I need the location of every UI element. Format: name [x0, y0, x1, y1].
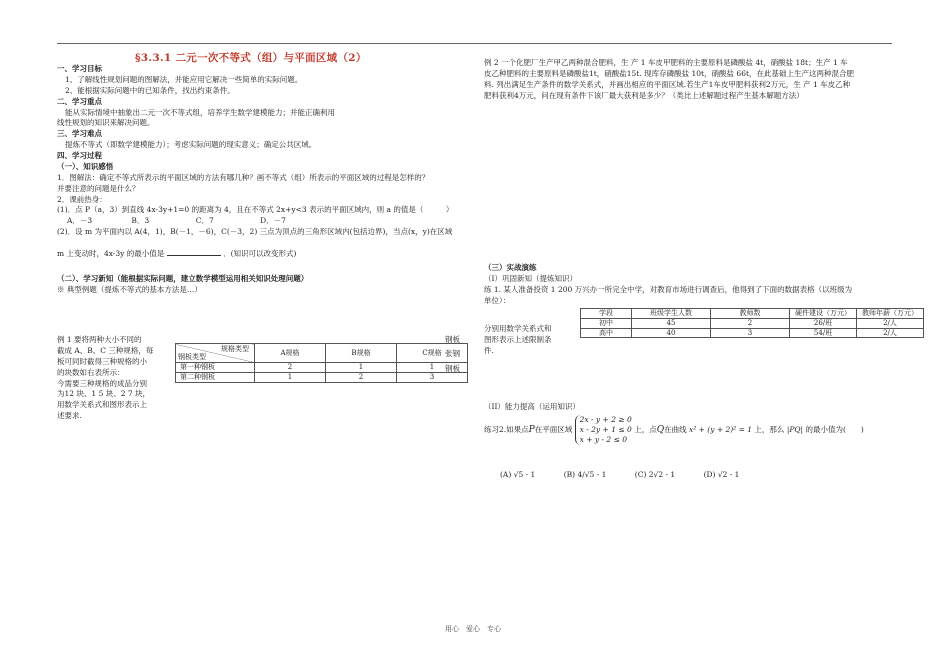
question-2-2-note: ．(知识可以改变形式): [223, 249, 297, 258]
practice-exercise-1-cont: 单位）：: [484, 295, 511, 305]
example-1-line: 的块数如右表所示：: [57, 367, 125, 377]
table-header: A规格: [255, 344, 326, 363]
table-header-row: [581, 309, 924, 319]
table-cell: 2: [255, 363, 326, 373]
table-cell: 54/班: [790, 328, 857, 338]
corner-top-label: 规格类型: [221, 345, 249, 353]
keypoints-text-cont: 线性规划的知识来解决问题。: [57, 118, 155, 128]
option-a: A．－3: [67, 216, 93, 226]
question-1: 1．图解法：确定不等式所表示的平面区域的方法有哪几种？画不等式（组）所表示的平面区域的过程是怎样的？: [57, 172, 430, 182]
exercise-2-text: 上，点: [634, 425, 657, 435]
table-cell: 2/人: [857, 318, 924, 328]
question-2: 2．课前热身：: [57, 194, 107, 204]
example-1-line: 为12 块、1 5 块、2 7 块，: [57, 389, 151, 399]
table-cell: 1: [326, 363, 397, 373]
question-1-cont: 并要注意的问题是什么？: [57, 183, 140, 193]
distance-pq: |PQ|: [786, 425, 804, 435]
inequality: x + y - 2 ≤ 0: [579, 435, 628, 445]
practice-left-line: 图形表示上述限制条: [484, 334, 552, 344]
curve-equation: x² + (y + 2)² = 1: [688, 425, 753, 435]
example-2: [484, 58, 894, 102]
practice-sub-1: （I）巩固新知（提炼知识）: [484, 273, 577, 283]
section-objectives-heading: 一、学习目标: [57, 64, 102, 73]
table-cell: 45: [632, 318, 711, 328]
option-value: 4/√5 - 1: [577, 470, 607, 479]
table-cell: 高中: [581, 328, 632, 338]
example-2-line: 料. 列出满足生产条件的数学关系式，并画出相应的平面区域.若生产1车皮甲肥料获利2万元，生 产 1 车皮乙种: [484, 79, 851, 89]
table-header: 硬件建设（万元）: [790, 309, 857, 319]
exercise-2-options: [500, 470, 900, 481]
section-keypoints-heading: 二、学习重点: [57, 96, 102, 106]
option-label: (B): [563, 470, 576, 479]
point-q: Q: [656, 425, 665, 436]
ability-heading-wrap: [484, 402, 894, 413]
table-row: [581, 328, 924, 338]
question-2-2-text: m 上变动时，4x-3y 的最小值是: [57, 249, 165, 258]
subsection-new-knowledge-heading: （二）、学习新知（能根据实际问题，建立数学模型运用相关知识处理问题）: [57, 273, 309, 283]
option-value: √5 - 1: [513, 470, 536, 479]
table-header: 教师数: [711, 309, 790, 319]
table-header: C规格: [397, 344, 468, 363]
exercise-2: [484, 415, 904, 445]
investment-table-wrap: [580, 308, 924, 338]
option-label: (C): [634, 470, 647, 479]
table-cell: 2: [326, 372, 397, 382]
table-cell: 2/人: [857, 328, 924, 338]
option-b: [564, 470, 607, 481]
top-rule: [57, 43, 892, 44]
practice-left-line: 件.: [484, 345, 494, 355]
typical-example-note: ※ 典型例题（提炼不等式的基本方法是…）: [57, 284, 202, 294]
left-column: [57, 64, 467, 296]
example-1-line: 用数学关系式和图形表示上: [57, 400, 147, 410]
example-1-side-text: 钢板: [445, 335, 460, 344]
page-title: §3.3.1 二元一次不等式（组）与平面区域（2）: [135, 52, 367, 64]
table-header: 教师年薪（万元）: [857, 309, 924, 319]
table-cell: 26/班: [790, 318, 857, 328]
table-row: [176, 372, 468, 382]
table-cell: 3: [711, 328, 790, 338]
example-1-line: 板可同时截得三种规格的小: [57, 356, 147, 366]
point-p: P: [528, 425, 535, 436]
table-corner-cell: [176, 344, 255, 363]
inequality-system: [575, 415, 632, 445]
option-c: C．7: [195, 216, 214, 226]
table-cell: 第一种钢板: [176, 363, 255, 373]
example-1-line: 例 1 要将两种大小不同的: [57, 335, 142, 344]
table-cell: 初中: [581, 318, 632, 328]
subsection-knowledge-heading: （一）、知识感悟: [57, 161, 114, 171]
example-2-line: 例 2 一个化肥厂生产甲乙两种混合肥料，生 产 1 车皮甲肥料的主要原料是磷酸盐 4t，硝酸盐 18t；生产 1 车: [484, 58, 848, 67]
section-process-heading: 四、学习过程: [57, 151, 102, 160]
option-d: D．－7: [260, 216, 286, 226]
table-cell: 40: [632, 328, 711, 338]
difficulty-text: 提炼不等式（即数学建模能力）；考虑实际问题的现实意义；确定公共区域。: [65, 140, 317, 150]
objective-item: 1、了解线性规划问题的图解法，并能应用它解决一些简单的实际问题。: [65, 74, 303, 84]
exercise-2-text: 的最小值为( ): [805, 425, 864, 435]
option-label: (A): [500, 470, 512, 479]
option-b: B．3: [131, 216, 150, 226]
page-footer: 用心 爱心 专心: [445, 625, 501, 633]
table-cell: 3: [397, 372, 468, 382]
table-row: [581, 318, 924, 328]
table-row: [176, 363, 468, 373]
investment-table: [580, 308, 924, 338]
objective-item: 2、能根据实际问题中的已知条件，找出约束条件。: [65, 85, 235, 95]
table-cell: 2: [711, 318, 790, 328]
example-1-table-wrap: [175, 343, 468, 383]
keypoints-text: 能从实际情境中抽象出二元一次不等式组，培养学生数学建模能力；并能正确利用: [65, 107, 335, 117]
option-value: √2 - 1: [717, 470, 740, 479]
inequality: 2x - y + 2 ≥ 0: [579, 415, 632, 424]
table-cell: 1: [397, 363, 468, 373]
option-label: (D): [703, 470, 716, 479]
option-d: [704, 470, 740, 481]
practice-section: [484, 263, 894, 307]
example-1-side: [445, 333, 467, 376]
exercise-2-text: 上，那么: [754, 425, 785, 435]
options-row: [57, 216, 467, 227]
example-2-line: 皮乙种肥料的主要原料是磷酸盐1t，硝酸盐15t. 现库存磷酸盐 10t，硝酸盐 66t，在此基础上生产这两种混合肥: [484, 68, 854, 78]
question-2-2: (2)．设 m 为平面内以 A(4，1)，B(－1，－6)，C(－3，2) 三点为顶点的三角形区域内(包括边界)，当点(x，y)在区域: [57, 227, 453, 237]
example-1-line: 述要求.: [57, 411, 82, 421]
corner-bottom-label: 钢板类型: [178, 353, 206, 362]
example-1-line: 截成 A、B、C 三种规格，每: [57, 345, 154, 355]
section-difficulty-heading: 三、学习难点: [57, 129, 102, 139]
exercise-2-text: 练习2.如果点: [484, 425, 529, 435]
table-cell: 1: [255, 372, 326, 382]
table-header: 班级学生人数: [632, 309, 711, 319]
table-cell: 第二种钢板: [176, 372, 255, 382]
table-header: 学段: [581, 309, 632, 319]
question-2-2-cont: [57, 248, 467, 260]
practice-heading: （三）实战演练: [484, 263, 537, 272]
option-a: [500, 470, 535, 481]
exercise-2-text: 在曲线: [664, 425, 687, 435]
practice-left-line: 分别用数学关系式和: [484, 324, 552, 333]
example-1-line: 今需要三种规格的成品分别: [57, 378, 147, 388]
inequality: x - 2y + 1 ≤ 0: [579, 425, 632, 435]
practice-exercise-1: 练 1. 某人准备投资 1 200 万兴办一所完全中学，对教育市场进行调查后，他得到了下面的数据表格（以班级为: [484, 284, 853, 294]
example-1-side-text: 钢板: [445, 363, 460, 373]
question-2-1: (1)．点 P（a，3）到直线 4x-3y+1=0 的距离为 4，且在不等式 2x+y<3 表示的平面区域内，则 a 的值是（ ）: [57, 205, 454, 215]
example-1-text: [57, 335, 177, 422]
option-value: 2√2 - 1: [648, 470, 676, 479]
table-header: B规格: [326, 344, 397, 363]
example-1-table: [175, 343, 468, 383]
option-c: [635, 470, 675, 481]
practice-left-text: [484, 324, 574, 357]
ability-heading: （II）能力提高（运用知识）: [484, 402, 580, 411]
example-2-line: 肥料获利4万元，问在现有条件下该厂最大获利是多少？（类比上述解题过程产生基本解题方法）: [484, 90, 804, 100]
example-1-side-text: 张钢: [445, 349, 460, 359]
answer-blank: [167, 248, 221, 256]
exercise-2-text: 在平面区域: [534, 425, 573, 435]
